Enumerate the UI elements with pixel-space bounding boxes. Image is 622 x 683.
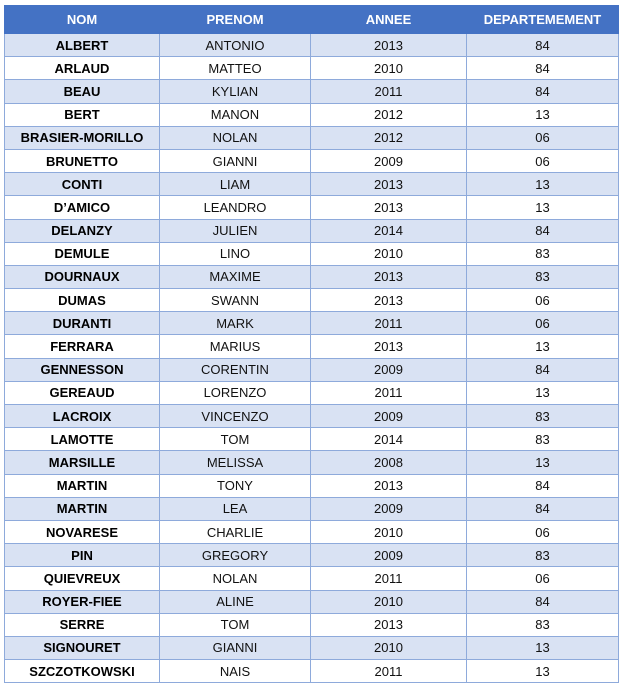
cell-nom: BRUNETTO — [5, 149, 160, 172]
cell-annee: 2011 — [311, 567, 467, 590]
table-row — [5, 544, 619, 567]
table-row — [5, 567, 619, 590]
cell-departement: 84 — [467, 358, 619, 381]
cell-annee: 2008 — [311, 451, 467, 474]
cell-departement: 83 — [467, 265, 619, 288]
table-row — [5, 149, 619, 172]
cell-annee: 2013 — [311, 265, 467, 288]
cell-nom: GEREAUD — [5, 381, 160, 404]
table-row — [5, 358, 619, 381]
cell-annee: 2011 — [311, 660, 467, 683]
table-row — [5, 103, 619, 126]
table-row — [5, 520, 619, 543]
cell-annee: 2013 — [311, 335, 467, 358]
cell-departement: 13 — [467, 660, 619, 683]
cell-prenom: MATTEO — [160, 57, 311, 80]
cell-annee: 2009 — [311, 358, 467, 381]
cell-nom: SIGNOURET — [5, 636, 160, 659]
cell-prenom: LINO — [160, 242, 311, 265]
table-row — [5, 57, 619, 80]
cell-nom: ALBERT — [5, 34, 160, 57]
cell-departement: 13 — [467, 103, 619, 126]
cell-annee: 2013 — [311, 474, 467, 497]
cell-annee: 2009 — [311, 497, 467, 520]
table-row — [5, 126, 619, 149]
table-row — [5, 312, 619, 335]
cell-prenom: JULIEN — [160, 219, 311, 242]
cell-nom: BERT — [5, 103, 160, 126]
cell-annee: 2013 — [311, 34, 467, 57]
cell-nom: DOURNAUX — [5, 265, 160, 288]
cell-prenom: MARK — [160, 312, 311, 335]
table-row — [5, 613, 619, 636]
cell-departement: 13 — [467, 335, 619, 358]
table-row — [5, 428, 619, 451]
cell-prenom: NAIS — [160, 660, 311, 683]
cell-nom: FERRARA — [5, 335, 160, 358]
table-row — [5, 335, 619, 358]
cell-annee: 2012 — [311, 103, 467, 126]
cell-annee: 2014 — [311, 428, 467, 451]
cell-nom: ARLAUD — [5, 57, 160, 80]
cell-prenom: MANON — [160, 103, 311, 126]
table-row — [5, 590, 619, 613]
cell-prenom: GREGORY — [160, 544, 311, 567]
table-row — [5, 660, 619, 683]
cell-departement: 84 — [467, 219, 619, 242]
cell-prenom: GIANNI — [160, 636, 311, 659]
cell-annee: 2011 — [311, 381, 467, 404]
cell-departement: 84 — [467, 474, 619, 497]
table-row — [5, 497, 619, 520]
cell-annee: 2013 — [311, 289, 467, 312]
cell-annee: 2009 — [311, 405, 467, 428]
cell-departement: 84 — [467, 80, 619, 103]
cell-nom: MARTIN — [5, 474, 160, 497]
table-row — [5, 265, 619, 288]
cell-nom: DUMAS — [5, 289, 160, 312]
cell-annee: 2011 — [311, 80, 467, 103]
cell-prenom: MAXIME — [160, 265, 311, 288]
cell-annee: 2009 — [311, 544, 467, 567]
cell-nom: D’AMICO — [5, 196, 160, 219]
table-row — [5, 289, 619, 312]
cell-annee: 2013 — [311, 196, 467, 219]
cell-prenom: LEANDRO — [160, 196, 311, 219]
table-row — [5, 196, 619, 219]
cell-departement: 84 — [467, 590, 619, 613]
cell-nom: GENNESSON — [5, 358, 160, 381]
cell-nom: MARTIN — [5, 497, 160, 520]
cell-prenom: ALINE — [160, 590, 311, 613]
cell-nom: QUIEVREUX — [5, 567, 160, 590]
table-row — [5, 405, 619, 428]
table-row — [5, 381, 619, 404]
cell-departement: 83 — [467, 544, 619, 567]
table-row — [5, 451, 619, 474]
cell-annee: 2013 — [311, 613, 467, 636]
cell-prenom: TOM — [160, 428, 311, 451]
cell-annee: 2010 — [311, 590, 467, 613]
header-row — [5, 6, 619, 34]
cell-nom: ROYER-FIEE — [5, 590, 160, 613]
cell-annee: 2010 — [311, 636, 467, 659]
cell-departement: 84 — [467, 34, 619, 57]
cell-annee: 2013 — [311, 173, 467, 196]
cell-departement: 13 — [467, 196, 619, 219]
table-row — [5, 474, 619, 497]
cell-departement: 84 — [467, 497, 619, 520]
cell-annee: 2010 — [311, 520, 467, 543]
cell-departement: 06 — [467, 149, 619, 172]
cell-departement: 06 — [467, 312, 619, 335]
cell-prenom: CORENTIN — [160, 358, 311, 381]
cell-annee: 2009 — [311, 149, 467, 172]
cell-nom: CONTI — [5, 173, 160, 196]
cell-prenom: LORENZO — [160, 381, 311, 404]
cell-prenom: ANTONIO — [160, 34, 311, 57]
cell-prenom: GIANNI — [160, 149, 311, 172]
cell-annee: 2010 — [311, 242, 467, 265]
cell-departement: 13 — [467, 451, 619, 474]
registrations-table — [4, 5, 619, 683]
cell-nom: BEAU — [5, 80, 160, 103]
cell-prenom: VINCENZO — [160, 405, 311, 428]
cell-prenom: SWANN — [160, 289, 311, 312]
table-row — [5, 242, 619, 265]
cell-nom: MARSILLE — [5, 451, 160, 474]
table-row — [5, 80, 619, 103]
cell-departement: 13 — [467, 381, 619, 404]
table-row — [5, 34, 619, 57]
cell-nom: LACROIX — [5, 405, 160, 428]
cell-departement: 06 — [467, 289, 619, 312]
cell-annee: 2012 — [311, 126, 467, 149]
cell-annee: 2011 — [311, 312, 467, 335]
cell-departement: 83 — [467, 613, 619, 636]
cell-departement: 83 — [467, 242, 619, 265]
cell-nom: SERRE — [5, 613, 160, 636]
table-body — [5, 34, 619, 683]
cell-nom: DEMULE — [5, 242, 160, 265]
cell-departement: 83 — [467, 428, 619, 451]
cell-departement: 06 — [467, 126, 619, 149]
header-prenom: PRENOM — [160, 6, 311, 34]
header-annee: ANNEE — [311, 6, 467, 34]
cell-nom: LAMOTTE — [5, 428, 160, 451]
cell-nom: BRASIER-MORILLO — [5, 126, 160, 149]
cell-prenom: KYLIAN — [160, 80, 311, 103]
cell-nom: DELANZY — [5, 219, 160, 242]
cell-annee: 2010 — [311, 57, 467, 80]
cell-prenom: NOLAN — [160, 126, 311, 149]
cell-prenom: LIAM — [160, 173, 311, 196]
cell-prenom: MARIUS — [160, 335, 311, 358]
cell-prenom: NOLAN — [160, 567, 311, 590]
cell-nom: DURANTI — [5, 312, 160, 335]
table-row — [5, 219, 619, 242]
cell-departement: 83 — [467, 405, 619, 428]
cell-nom: PIN — [5, 544, 160, 567]
table-row — [5, 636, 619, 659]
cell-prenom: TONY — [160, 474, 311, 497]
cell-departement: 13 — [467, 173, 619, 196]
header-nom: NOM — [5, 6, 160, 34]
cell-departement: 13 — [467, 636, 619, 659]
table-row — [5, 173, 619, 196]
cell-departement: 84 — [467, 57, 619, 80]
cell-prenom: CHARLIE — [160, 520, 311, 543]
cell-prenom: LEA — [160, 497, 311, 520]
cell-prenom: TOM — [160, 613, 311, 636]
header-departement: DEPARTEMEMENT — [467, 6, 619, 34]
cell-departement: 06 — [467, 520, 619, 543]
cell-nom: SZCZOTKOWSKI — [5, 660, 160, 683]
cell-departement: 06 — [467, 567, 619, 590]
cell-prenom: MELISSA — [160, 451, 311, 474]
cell-nom: NOVARESE — [5, 520, 160, 543]
cell-annee: 2014 — [311, 219, 467, 242]
